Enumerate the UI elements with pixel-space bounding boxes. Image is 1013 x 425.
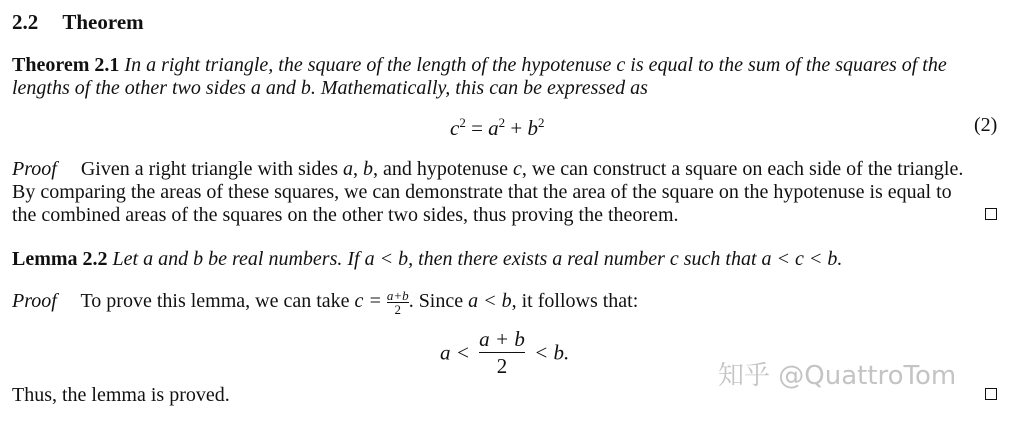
eq-exp-a: 2 <box>498 115 506 130</box>
display-fraction <box>479 327 525 378</box>
proof1-var-b: b <box>363 158 373 180</box>
eq-plus: + <box>505 116 528 140</box>
disp-left: a < <box>440 340 470 365</box>
equation-pythagoras <box>450 111 545 140</box>
proof1-line-3: the combined areas of the squares on the other two sides, thus proving the theorem. <box>12 204 679 226</box>
proof1-label: Proof <box>12 158 57 180</box>
lemma-var-b: b <box>193 248 204 270</box>
section-title: Theorem <box>62 10 144 34</box>
proof2-ineq: a < b <box>468 290 512 312</box>
proof2-text-2: . Since <box>408 290 464 312</box>
lemma-text-2: and <box>158 248 189 270</box>
proof2-inline-fraction <box>387 289 409 316</box>
lemma-ineq-2: a < c < b <box>761 248 838 270</box>
lemma-line <box>12 247 842 271</box>
lemma-var-c: c <box>669 248 679 270</box>
lemma-var-a: a <box>143 248 154 270</box>
lemma-text-4: , then there exists a real number <box>408 248 665 270</box>
eq-equals: = <box>465 116 489 140</box>
theorem-text-2b: . Mathematically, this can be expressed as <box>310 77 648 99</box>
section-heading <box>12 10 144 34</box>
lemma-ineq-1: a < b <box>364 248 409 270</box>
proof2-text-1: To prove this lemma, we can take <box>80 290 350 312</box>
theorem-var-c: c <box>616 54 626 76</box>
eq-exp-c: 2 <box>459 115 466 130</box>
lemma-text-3: be real numbers. If <box>208 248 360 270</box>
eq-b: b <box>527 116 539 140</box>
qed-square-icon <box>985 208 997 220</box>
eq-a: a <box>488 116 499 140</box>
proof1-line-1 <box>12 157 963 181</box>
theorem-var-a: a <box>250 77 261 99</box>
inline-frac-numerator: a+b <box>386 287 409 303</box>
inline-frac-denominator: 2 <box>394 301 402 317</box>
lemma-text-6: . <box>837 248 843 270</box>
proof1-text-1c: , we can construct a square on each side of the triangle. <box>521 158 964 180</box>
equation-number: (2) <box>974 114 998 136</box>
eq-c: c <box>450 116 460 140</box>
theorem-line-2 <box>12 76 648 100</box>
proof2-c-eq: c = <box>354 290 382 312</box>
qed-square-icon-2 <box>985 388 997 400</box>
lemma-text-1: Let <box>112 248 139 270</box>
proof1-text-1b: , and hypotenuse <box>373 158 508 180</box>
display-frac-denominator: 2 <box>496 354 508 378</box>
proof2-conclusion: Thus, the lemma is proved. <box>12 384 230 406</box>
theorem-text-and: and <box>265 77 296 99</box>
theorem-var-b: b <box>300 77 311 99</box>
proof2-text-3: , it follows that: <box>511 290 639 312</box>
lemma-text-5: such that <box>683 248 757 270</box>
proof1-var-a: a <box>343 158 353 180</box>
display-frac-numerator: a + b <box>479 327 525 351</box>
section-number: 2.2 <box>12 10 39 34</box>
proof2-line-1 <box>12 288 638 316</box>
theorem-label: Theorem 2.1 <box>12 54 120 76</box>
proof2-label: Proof <box>12 290 57 312</box>
display-inequality <box>440 327 569 378</box>
watermark-logo: 知乎 @QuattroTom <box>718 361 957 391</box>
disp-right: < b. <box>534 340 570 365</box>
eq-exp-b: 2 <box>538 115 545 130</box>
proof1-line-2: By comparing the areas of these squares, we can demonstrate that the area of the square on the hypotenuse is equal to <box>12 181 952 203</box>
theorem-text-1a: In a right triangle, the square of the length of the hypotenuse <box>124 54 612 76</box>
proof1-text-1a: Given a right triangle with sides <box>80 158 338 180</box>
lemma-label: Lemma 2.2 <box>12 248 108 270</box>
theorem-text-1b: is equal to the sum of the squares of the <box>630 54 947 76</box>
proof1-comma: , <box>353 158 358 180</box>
theorem-line-1 <box>12 53 947 77</box>
theorem-text-2a: lengths of the other two sides <box>12 77 246 99</box>
proof1-var-c: c <box>512 158 522 180</box>
